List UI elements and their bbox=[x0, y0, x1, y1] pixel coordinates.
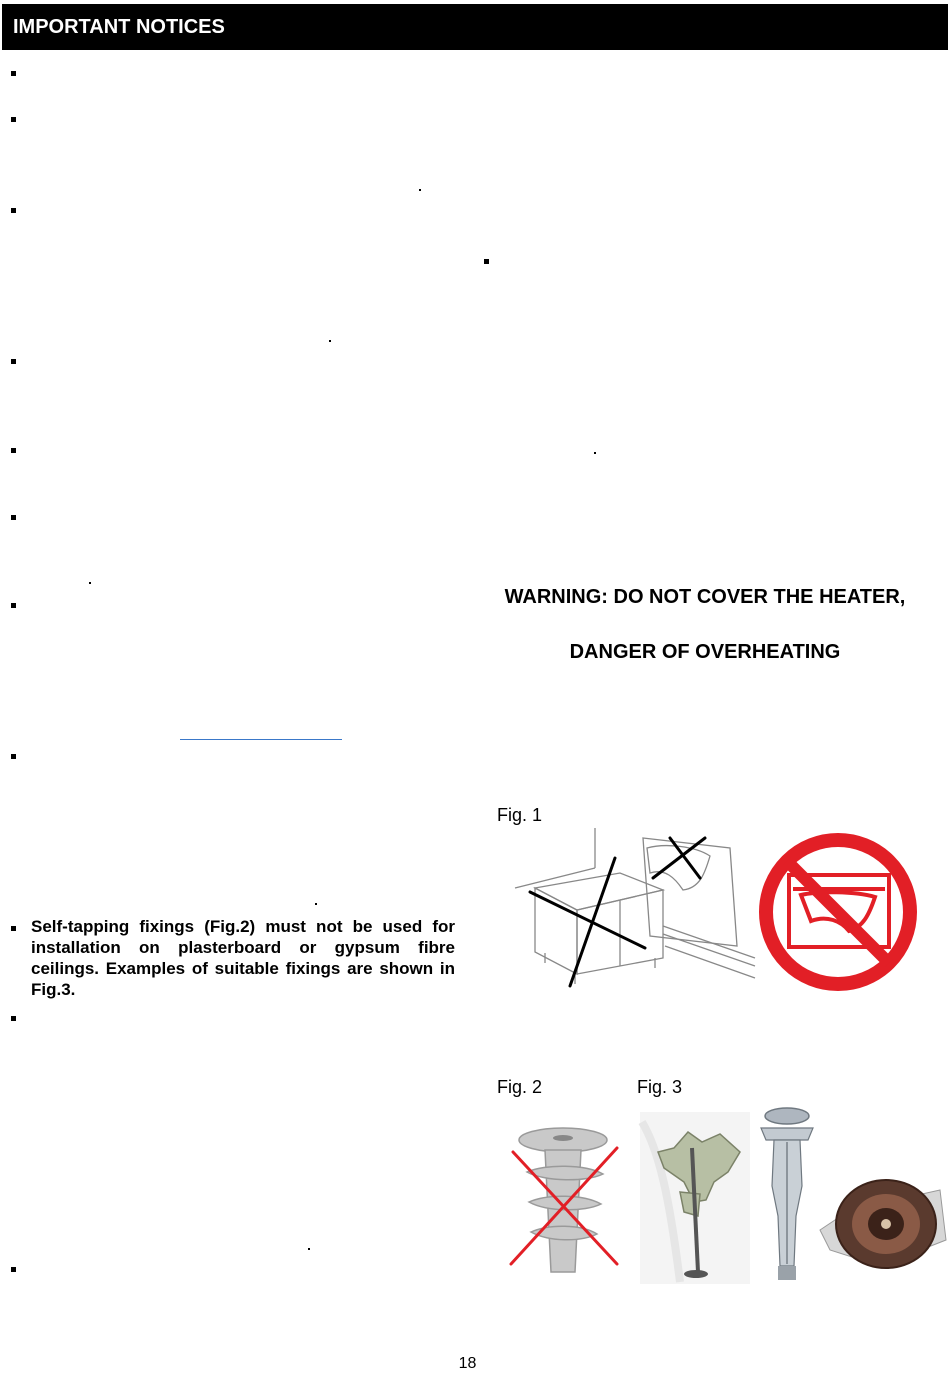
hollow-wall-anchor-icon bbox=[640, 1112, 750, 1284]
fig2-label: Fig. 2 bbox=[497, 1077, 543, 1097]
no-covering-icon bbox=[757, 831, 919, 993]
period-mark bbox=[89, 582, 91, 584]
warning-line-1: WARNING: DO NOT COVER THE HEATER, bbox=[504, 586, 906, 608]
spring-toggle-anchor-icon bbox=[756, 1106, 818, 1282]
period-mark bbox=[315, 903, 317, 905]
ceiling-fixing-plate-icon bbox=[820, 1170, 948, 1282]
period-mark bbox=[419, 189, 421, 191]
bullet-marker bbox=[11, 754, 16, 759]
page-number: 18 bbox=[458, 1355, 477, 1372]
section-header bbox=[2, 4, 948, 50]
bullet-marker bbox=[11, 117, 16, 122]
period-mark bbox=[594, 452, 596, 454]
fig3-label: Fig. 3 bbox=[637, 1077, 683, 1097]
bullet-marker bbox=[11, 1016, 16, 1021]
section-title: IMPORTANT NOTICES bbox=[13, 16, 225, 38]
bullet-marker bbox=[11, 448, 16, 453]
bullet-marker bbox=[11, 208, 16, 213]
fixings-notice-text: Self-tapping fixings (Fig.2) must not be used for installation on plasterboard or gypsum fibre ceilings. Examples of suitable fixings are shown in Fig.3. bbox=[31, 917, 455, 999]
bullet-marker bbox=[11, 71, 16, 76]
bullet-marker bbox=[11, 359, 16, 364]
bullet-marker bbox=[11, 926, 16, 931]
bullet-marker bbox=[11, 1267, 16, 1272]
warning-line-2: DANGER OF OVERHEATING bbox=[569, 641, 841, 663]
crossed-self-tapping-anchor-icon bbox=[505, 1122, 625, 1282]
period-mark bbox=[329, 340, 331, 342]
bullet-marker bbox=[11, 515, 16, 520]
bullet-marker bbox=[11, 603, 16, 608]
period-mark bbox=[308, 1248, 310, 1250]
fig1-label: Fig. 1 bbox=[497, 805, 543, 825]
crossed-furniture-icon bbox=[505, 828, 755, 993]
bullet-marker bbox=[484, 259, 489, 264]
hyperlink-underline[interactable] bbox=[180, 739, 342, 740]
